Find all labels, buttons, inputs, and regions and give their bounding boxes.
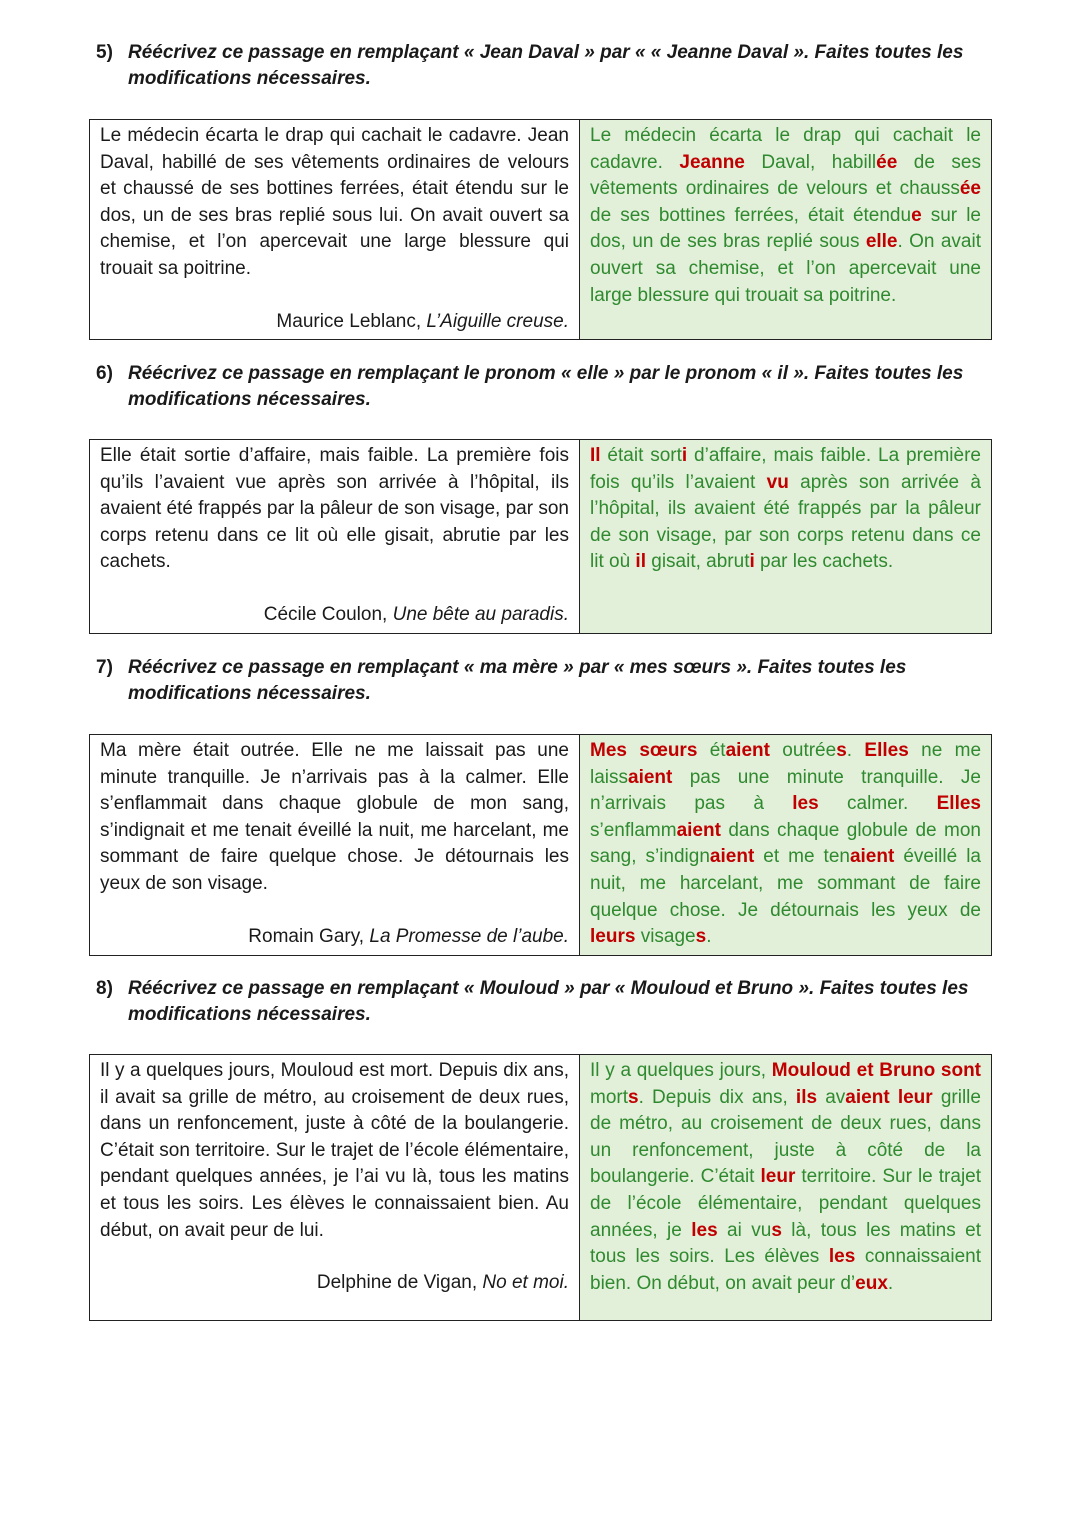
correction-mark: s bbox=[628, 1086, 639, 1108]
correction-mark: aient leur bbox=[845, 1086, 933, 1108]
rewritten-text: Il y a quelques jours, bbox=[590, 1060, 772, 1081]
rewritten-text: ai vu bbox=[717, 1219, 772, 1241]
correction-mark: aient bbox=[725, 740, 770, 761]
rewritten-text: et me ten bbox=[754, 846, 850, 868]
exercise-instruction bbox=[96, 655, 976, 707]
instruction-text: Réécrivez ce passage en remplaçant « Jean Daval » par « « Jeanne Daval ». Faites toutes les modifications nécessaires. bbox=[128, 42, 964, 89]
citation-work: Une bête au paradis. bbox=[392, 603, 569, 625]
correction-mark: les bbox=[828, 1246, 856, 1268]
original-text: Ma mère était outrée. Elle ne me laissait pas une minute tranquille. Je n’arrivais pas à la calmer. Elle s’enflammait dans chaque globule de mon sang, s’indignait et me tenait éveillé la nuit, me harcelant, me sommant de faire quelque chose. Je détournais les yeux de son visage. bbox=[100, 740, 569, 894]
exercise-number: 6) bbox=[96, 363, 113, 384]
rewritten-text: ét bbox=[697, 740, 726, 761]
citation-author: Delphine de Vigan, bbox=[316, 1272, 478, 1294]
rewritten-text: grille de métro, au croisement de deux rues, dans un renfoncement, juste à côté de la boulangerie. C’était bbox=[590, 1086, 981, 1188]
correction-mark: Mouloud et Bruno sont bbox=[771, 1060, 982, 1081]
correction-mark: s bbox=[695, 926, 707, 948]
rewritten-text: . On avait ouvert sa chemise, et l’on apercevait une large blessure qui trouait sa poitrine. bbox=[590, 231, 981, 306]
correction-mark: leurs bbox=[590, 926, 636, 948]
rewritten-text: de ses vêtements ordinaires de velours et chauss bbox=[590, 151, 981, 200]
exercise-number: 7) bbox=[96, 657, 113, 678]
rewritten-passage bbox=[580, 1055, 992, 1321]
citation-author: Romain Gary, bbox=[248, 925, 365, 947]
correction-mark: leur bbox=[760, 1166, 796, 1188]
citation-work: No et moi. bbox=[482, 1272, 569, 1294]
rewritten-text: calmer. bbox=[818, 793, 937, 815]
exercise-number: 8) bbox=[96, 978, 113, 999]
correction-mark: vu bbox=[766, 471, 789, 493]
rewritten-text: dans chaque globule de mon sang, s’indign bbox=[590, 819, 981, 868]
correction-mark: aient bbox=[849, 846, 895, 868]
rewritten-text: territoire. Sur le trajet de l’école élémentaire, pendant quelques années, je bbox=[590, 1166, 982, 1241]
citation-work: La Promesse de l’aube. bbox=[369, 925, 569, 947]
rewritten-text: sur le dos, un de ses bras replié sous bbox=[590, 204, 981, 253]
rewritten-text: éveillé la nuit, me harcelant, me sommant de faire quelque chose. Je détournais les yeux de bbox=[590, 846, 981, 921]
original-text: Le médecin écarta le drap qui cachait le cadavre. Jean Daval, habillé de ses vêtements ordinaires de velours et chaussé de ses bottines ferrées, était étendu sur le dos, un de ses bras replié sous lui. On avait ouvert sa chemise, et l’on apercevait une large blessure qui trouait sa poitrine. bbox=[100, 125, 569, 279]
exercise-instruction bbox=[96, 40, 976, 92]
correction-mark: elle bbox=[865, 231, 898, 253]
rewritten-text: mort bbox=[590, 1086, 628, 1108]
citation bbox=[100, 924, 569, 951]
correction-mark: Elles bbox=[864, 740, 909, 761]
original-passage bbox=[90, 120, 580, 340]
rewritten-passage bbox=[580, 120, 992, 340]
correction-mark: s bbox=[771, 1219, 782, 1241]
correction-mark: Jeanne bbox=[679, 151, 745, 173]
instruction-text: Réécrivez ce passage en remplaçant « Mouloud » par « Mouloud et Bruno ». Faites toutes les modifications nécessaires. bbox=[128, 978, 969, 1025]
rewritten-text: Le médecin écarta le drap qui cachait le cadavre. bbox=[590, 125, 981, 173]
rewritten-passage bbox=[580, 735, 992, 956]
correction-mark: il bbox=[635, 551, 646, 573]
correction-mark: ils bbox=[795, 1086, 818, 1108]
rewritten-text: s’enflamm bbox=[590, 819, 677, 841]
citation-work: L’Aiguille creuse. bbox=[426, 310, 569, 332]
correction-mark: les bbox=[792, 793, 819, 815]
citation bbox=[100, 1270, 569, 1297]
correction-mark: Il bbox=[590, 445, 601, 466]
citation-author: Maurice Leblanc, bbox=[276, 310, 422, 332]
rewritten-text: pas une minute tranquille. Je n’arrivais pas à bbox=[590, 766, 981, 815]
correction-mark: eux bbox=[855, 1272, 888, 1294]
rewritten-text: av bbox=[817, 1086, 846, 1108]
instruction-text: Réécrivez ce passage en remplaçant « ma mère » par « mes sœurs ». Faites toutes les modifications nécessaires. bbox=[128, 657, 907, 704]
rewritten-text: . bbox=[887, 1272, 894, 1294]
correction-mark: ée bbox=[959, 178, 981, 200]
exercise-instruction bbox=[96, 361, 976, 413]
rewritten-text: par les cachets. bbox=[754, 551, 894, 573]
correction-mark: ée bbox=[876, 151, 898, 173]
rewritten-text: outrée bbox=[769, 740, 837, 761]
correction-mark: Mes sœurs bbox=[590, 740, 698, 761]
citation bbox=[100, 309, 569, 336]
rewritten-passage bbox=[580, 440, 992, 634]
rewritten-text: là, tous les matins et tous les soirs. Les élèves bbox=[590, 1219, 981, 1268]
correction-mark: s bbox=[836, 740, 847, 761]
rewritten-text: après son arrivée à l’hôpital, ils avaient été frappés par la pâleur de son visage, par son corps retenu dans ce lit où bbox=[590, 471, 982, 573]
rewritten-text: était sort bbox=[600, 445, 682, 466]
rewritten-text: visage bbox=[635, 926, 696, 948]
original-passage bbox=[90, 1055, 580, 1321]
rewritten-text: ne me laiss bbox=[590, 740, 982, 788]
rewritten-text: de ses bottines ferrées, était étendu bbox=[590, 204, 912, 226]
correction-mark: Elles bbox=[936, 793, 981, 815]
rewrite-table bbox=[89, 119, 992, 340]
citation bbox=[100, 602, 569, 629]
correction-mark: i bbox=[749, 551, 755, 573]
rewrite-table bbox=[89, 439, 992, 634]
original-text: Il y a quelques jours, Mouloud est mort. Depuis dix ans, il avait sa grille de métro, au croisement de deux rues, dans un renfoncement, juste à côté de la boulangerie. C’était son territoire. Sur le trajet de l’école élémentaire, pendant quelques années, je l’ai vu là, tous les matins et tous les soirs. Les élèves le connaissaient bien. Au début, on avait peur de lui. bbox=[100, 1060, 569, 1241]
original-passage bbox=[90, 735, 580, 956]
rewritten-text: connaissaient bien. On début, on avait peur d’ bbox=[590, 1246, 982, 1294]
exercise-instruction bbox=[96, 976, 976, 1028]
rewritten-text: d’affaire, mais faible. La première fois qu’ils l’avaient bbox=[590, 445, 981, 493]
citation-author: Cécile Coulon, bbox=[263, 603, 388, 625]
original-passage bbox=[90, 440, 580, 634]
correction-mark: i bbox=[681, 445, 688, 466]
rewrite-table bbox=[89, 1054, 992, 1321]
rewritten-text: . bbox=[706, 926, 712, 948]
rewritten-text: . Depuis dix ans, bbox=[638, 1086, 796, 1108]
instruction-text: Réécrivez ce passage en remplaçant le pronom « elle » par le pronom « il ». Faites toutes les modifications nécessaires. bbox=[128, 363, 964, 410]
rewrite-table bbox=[89, 734, 992, 956]
rewritten-text: gisait, abrut bbox=[645, 551, 750, 573]
correction-mark: e bbox=[911, 204, 922, 226]
exercise-number: 5) bbox=[96, 42, 113, 63]
correction-mark: les bbox=[691, 1219, 718, 1241]
correction-mark: aient bbox=[709, 846, 755, 868]
original-text: Elle était sortie d’affaire, mais faible. La première fois qu’ils l’avaient vue après son arrivée à l’hôpital, ils avaient été frappés par la pâleur de son visage, par son corps retenu dans ce lit où elle gisait, abrutie par les cachets. bbox=[100, 445, 569, 573]
rewritten-text: Daval, habill bbox=[744, 151, 877, 173]
correction-mark: aient bbox=[628, 766, 673, 788]
correction-mark: aient bbox=[676, 819, 721, 841]
rewritten-text: . bbox=[846, 740, 865, 761]
